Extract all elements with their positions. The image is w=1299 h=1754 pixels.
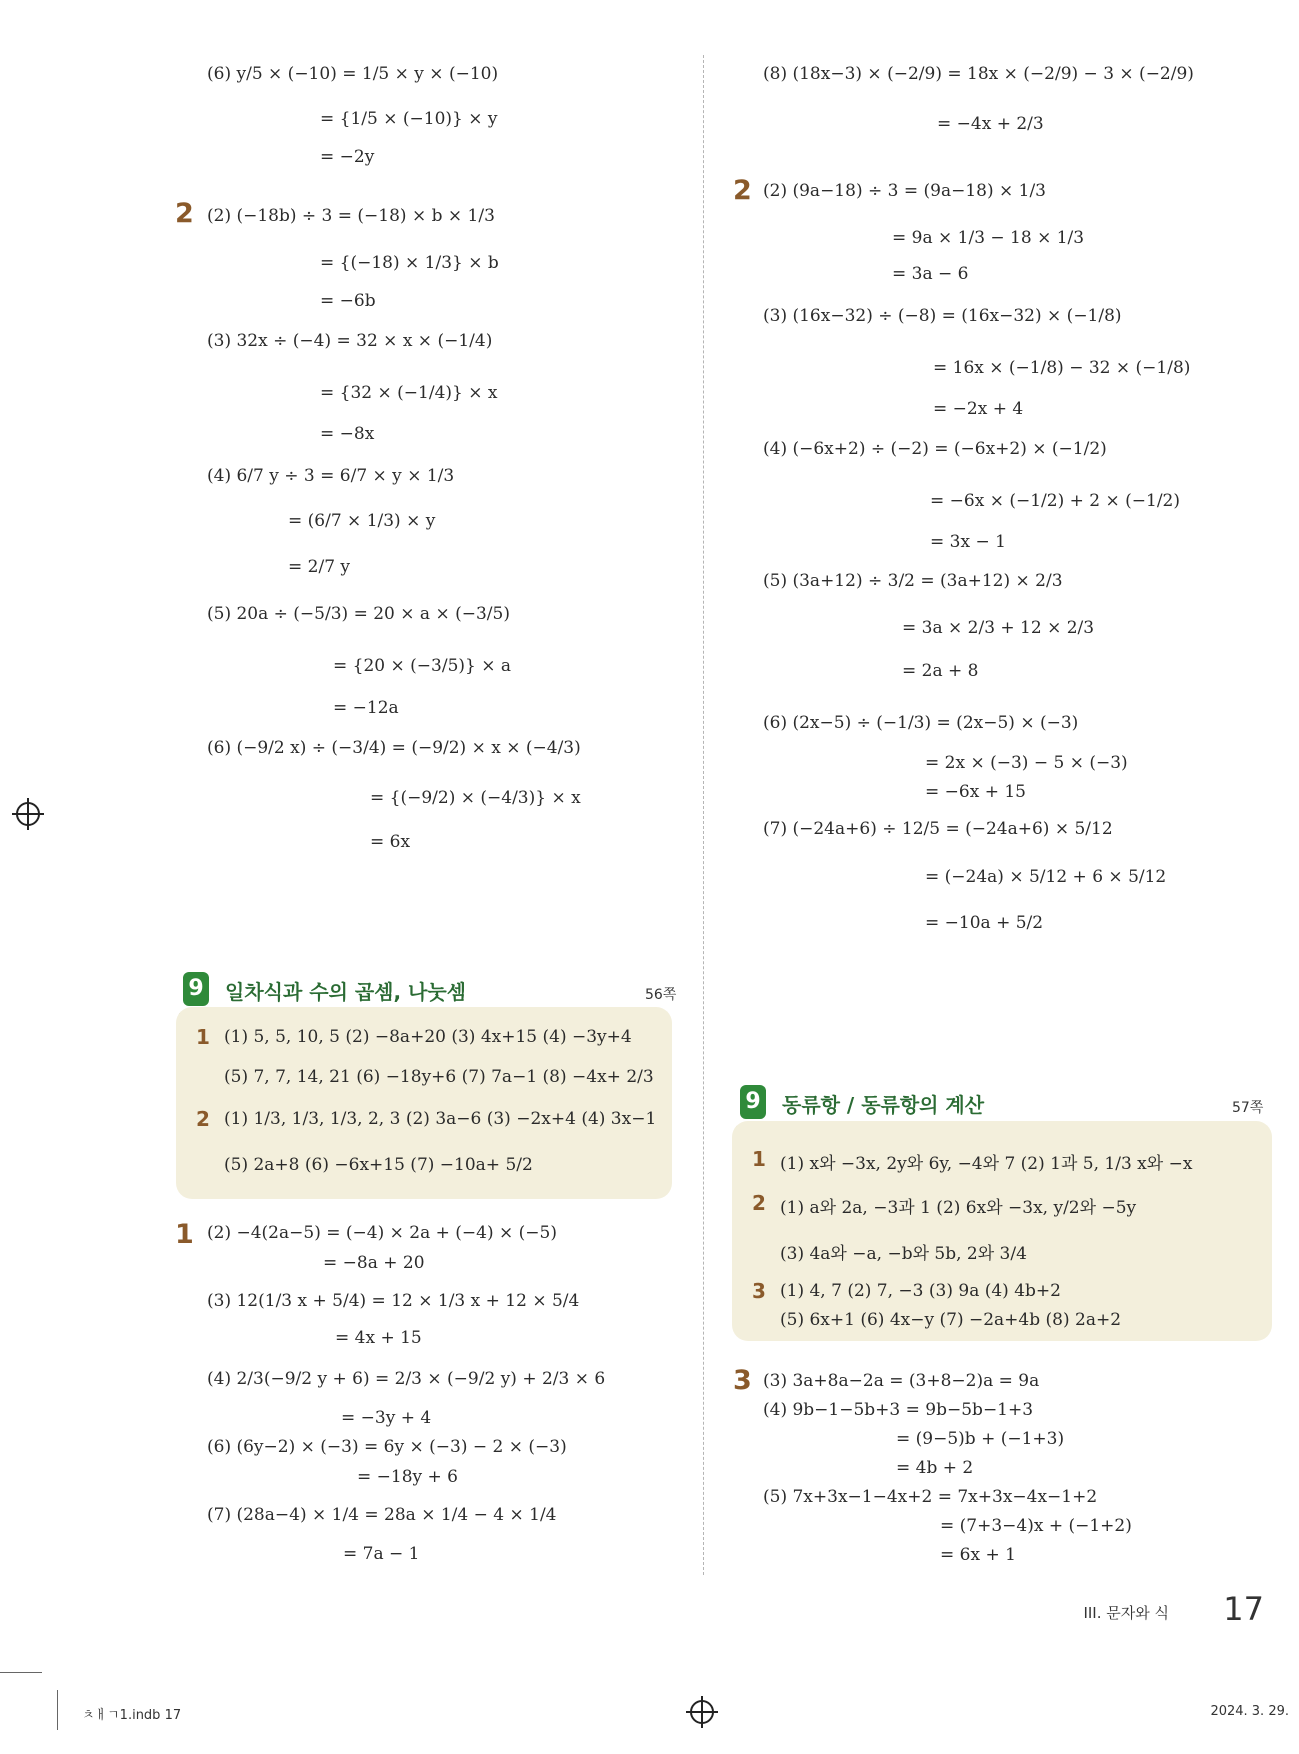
file-info: ㅊㅐㄱ1.indb 17 <box>82 1708 182 1723</box>
math-line: = −3y + 4 <box>341 1408 432 1428</box>
math-line: (8) (18x−3) × (−2/9) = 18x × (−2/9) − 3 × (−2/9) <box>763 64 1194 84</box>
section-header <box>740 1085 1272 1125</box>
column-divider <box>703 55 704 1575</box>
math-line: (5) 20a ÷ (−5/3) = 20 × a × (−3/5) <box>207 604 510 624</box>
math-line: = 2a + 8 <box>902 661 979 681</box>
section-page-ref: 57쪽 <box>1232 1100 1264 1116</box>
math-line: = 4x + 15 <box>335 1328 422 1348</box>
answer-line: (3) 4a와 −a, −b와 5b, 2와 3/4 <box>780 1244 1027 1264</box>
section-header <box>183 972 677 1012</box>
math-line: (4) 9b−1−5b+3 = 9b−5b−1+3 <box>763 1400 1034 1420</box>
registration-mark-icon <box>690 1700 714 1724</box>
math-line: = −2y <box>320 147 375 167</box>
math-line: = {(−18) × 1/3} × b <box>320 253 499 273</box>
math-line: = 6x + 1 <box>940 1545 1016 1565</box>
math-line: = −12a <box>333 698 399 718</box>
chapter-label: III. 문자와 식 <box>1083 1604 1169 1622</box>
math-line: (5) 7x+3x−1−4x+2 = 7x+3x−4x−1+2 <box>763 1487 1098 1507</box>
math-line: = −8a + 20 <box>323 1253 425 1273</box>
math-line: = (6/7 × 1/3) × y <box>288 511 436 531</box>
math-line: = {(−9/2) × (−4/3)} × x <box>370 788 581 808</box>
math-line: = {32 × (−1/4)} × x <box>320 383 498 403</box>
math-line: = {1/5 × (−10)} × y <box>320 109 498 129</box>
math-line: = −6b <box>320 291 376 311</box>
math-line: (3) 12(1/3 x + 5/4) = 12 × 1/3 x + 12 × 5/4 <box>207 1291 580 1311</box>
math-line: = −2x + 4 <box>933 399 1024 419</box>
math-line: = 3a × 2/3 + 12 × 2/3 <box>902 618 1095 638</box>
problem-number: 2 <box>175 198 194 229</box>
math-line: = −4x + 2/3 <box>937 114 1044 134</box>
math-line: = −10a + 5/2 <box>925 913 1044 933</box>
math-line: (7) (28a−4) × 1/4 = 28a × 1/4 − 4 × 1/4 <box>207 1505 557 1525</box>
answer-line: (1) 5, 5, 10, 5 (2) −8a+20 (3) 4x+15 (4) −3y+4 <box>224 1027 632 1047</box>
math-line: = 2/7 y <box>288 557 351 577</box>
math-line: (3) (16x−32) ÷ (−8) = (16x−32) × (−1/8) <box>763 306 1122 326</box>
math-line: = −18y + 6 <box>357 1467 458 1487</box>
section-page-ref: 56쪽 <box>645 987 677 1003</box>
answer-line: (1) x와 −3x, 2y와 6y, −4와 7 (2) 1과 5, 1/3 x와 −x <box>780 1154 1193 1174</box>
math-line: (4) 6/7 y ÷ 3 = 6/7 × y × 1/3 <box>207 466 455 486</box>
math-line: = 3x − 1 <box>930 532 1006 552</box>
math-line: (6) (2x−5) ÷ (−1/3) = (2x−5) × (−3) <box>763 713 1079 733</box>
math-line: = 4b + 2 <box>896 1458 974 1478</box>
page-number: 17 <box>1223 1590 1264 1628</box>
answer-number: 1 <box>752 1147 766 1171</box>
crop-mark-vertical <box>57 1690 58 1730</box>
problem-number: 2 <box>733 175 752 206</box>
print-date: 2024. 3. 29. <box>1210 1704 1289 1719</box>
math-line: = 7a − 1 <box>343 1544 420 1564</box>
math-line: = −6x + 15 <box>925 782 1026 802</box>
answer-number: 1 <box>196 1025 210 1049</box>
math-line: = (−24a) × 5/12 + 6 × 5/12 <box>925 867 1167 887</box>
answer-number: 2 <box>752 1191 766 1215</box>
math-line: (2) (9a−18) ÷ 3 = (9a−18) × 1/3 <box>763 181 1046 201</box>
math-line: (2) −4(2a−5) = (−4) × 2a + (−4) × (−5) <box>207 1223 557 1243</box>
answer-line: (1) a와 2a, −3과 1 (2) 6x와 −3x, y/2와 −5y <box>780 1198 1137 1218</box>
math-line: = (7+3−4)x + (−1+2) <box>940 1516 1132 1536</box>
answer-number: 2 <box>196 1107 210 1131</box>
math-line: (5) (3a+12) ÷ 3/2 = (3a+12) × 2/3 <box>763 571 1063 591</box>
section-title: 일차식과 수의 곱셈, 나눗셈 <box>225 980 467 1004</box>
math-line: = {20 × (−3/5)} × a <box>333 656 512 676</box>
section-badge: 9 <box>740 1085 766 1119</box>
crop-mark-horizontal <box>0 1672 42 1673</box>
math-line: = −6x × (−1/2) + 2 × (−1/2) <box>930 491 1181 511</box>
section-badge: 9 <box>183 972 209 1006</box>
answer-number: 3 <box>752 1279 766 1303</box>
answer-line: (1) 4, 7 (2) 7, −3 (3) 9a (4) 4b+2 <box>780 1281 1061 1301</box>
math-line: = 6x <box>370 832 411 852</box>
math-line: = 16x × (−1/8) − 32 × (−1/8) <box>933 358 1191 378</box>
math-line: (7) (−24a+6) ÷ 12/5 = (−24a+6) × 5/12 <box>763 819 1113 839</box>
answer-line: (5) 2a+8 (6) −6x+15 (7) −10a+ 5/2 <box>224 1155 533 1175</box>
math-line: = (9−5)b + (−1+3) <box>896 1429 1065 1449</box>
answer-line: (1) 1/3, 1/3, 1/3, 2, 3 (2) 3a−6 (3) −2x+4 (4) 3x−1 <box>224 1109 657 1129</box>
answer-line: (5) 6x+1 (6) 4x−y (7) −2a+4b (8) 2a+2 <box>780 1310 1122 1330</box>
math-line: = 9a × 1/3 − 18 × 1/3 <box>892 228 1085 248</box>
problem-number: 1 <box>175 1219 194 1250</box>
math-line: = 2x × (−3) − 5 × (−3) <box>925 753 1128 773</box>
math-line: = −8x <box>320 424 375 444</box>
math-line: (6) y/5 × (−10) = 1/5 × y × (−10) <box>207 64 499 84</box>
answer-box <box>732 1121 1272 1341</box>
math-line: (3) 3a+8a−2a = (3+8−2)a = 9a <box>763 1371 1040 1391</box>
answer-line: (5) 7, 7, 14, 21 (6) −18y+6 (7) 7a−1 (8) −4x+ 2/3 <box>224 1067 654 1087</box>
registration-mark-icon <box>16 802 40 826</box>
math-line: (3) 32x ÷ (−4) = 32 × x × (−1/4) <box>207 331 493 351</box>
math-line: (4) (−6x+2) ÷ (−2) = (−6x+2) × (−1/2) <box>763 439 1107 459</box>
section-title: 동류항 / 동류항의 계산 <box>782 1093 985 1117</box>
math-line: (6) (−9/2 x) ÷ (−3/4) = (−9/2) × x × (−4/3) <box>207 738 581 758</box>
problem-number: 3 <box>733 1365 752 1396</box>
math-line: (6) (6y−2) × (−3) = 6y × (−3) − 2 × (−3) <box>207 1437 567 1457</box>
math-line: = 3a − 6 <box>892 264 969 284</box>
math-line: (2) (−18b) ÷ 3 = (−18) × b × 1/3 <box>207 206 495 226</box>
answer-box <box>176 1007 672 1199</box>
math-line: (4) 2/3(−9/2 y + 6) = 2/3 × (−9/2 y) + 2/3 × 6 <box>207 1369 606 1389</box>
